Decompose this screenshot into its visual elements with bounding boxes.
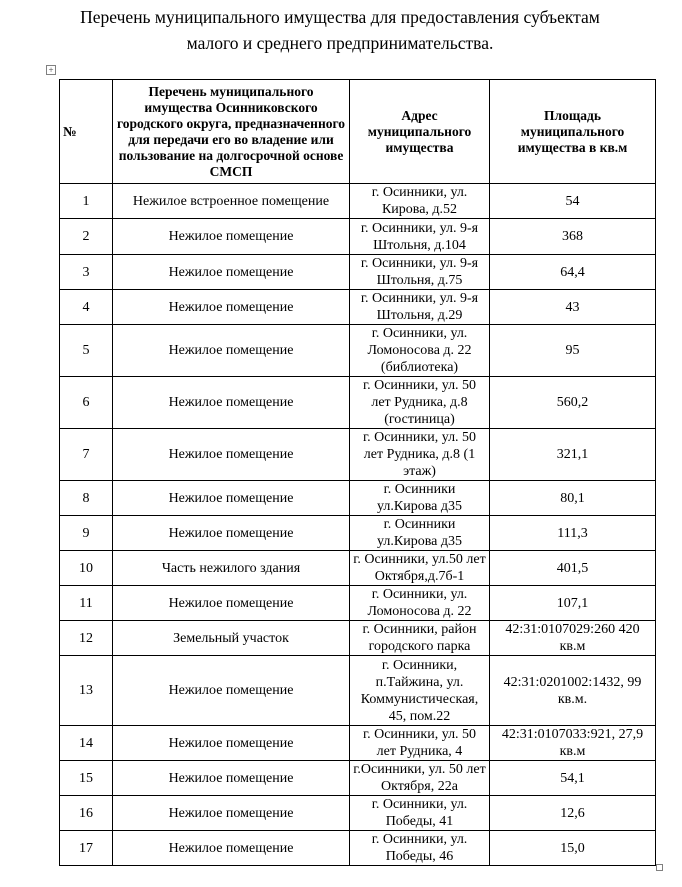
header-area: Площадь муниципального имущества в кв.м bbox=[490, 80, 656, 184]
cell-address: г. Осинники, ул. Победы, 46 bbox=[350, 831, 490, 866]
cell-area: 560,2 bbox=[490, 377, 656, 429]
cell-area: 15,0 bbox=[490, 831, 656, 866]
cell-number: 16 bbox=[60, 796, 113, 831]
cell-address: г. Осинники, п.Тайжина, ул. Коммунистическая, 45, пом.22 bbox=[350, 656, 490, 726]
table-row bbox=[60, 325, 656, 377]
cell-number: 9 bbox=[60, 516, 113, 551]
cell-property-name: Нежилое помещение bbox=[113, 481, 350, 516]
cell-number: 15 bbox=[60, 761, 113, 796]
cell-area: 54 bbox=[490, 184, 656, 219]
cell-number: 5 bbox=[60, 325, 113, 377]
cell-property-name: Нежилое помещение bbox=[113, 325, 350, 377]
cell-address: г. Осинники ул.Кирова д35 bbox=[350, 481, 490, 516]
cell-property-name: Нежилое помещение bbox=[113, 377, 350, 429]
cell-area: 368 bbox=[490, 219, 656, 255]
cell-address: г. Осинники, ул. 9-я Штольня, д.29 bbox=[350, 290, 490, 325]
table-row bbox=[60, 796, 656, 831]
header-address: Адрес муниципального имущества bbox=[350, 80, 490, 184]
cell-property-name: Нежилое встроенное помещение bbox=[113, 184, 350, 219]
cell-number: 8 bbox=[60, 481, 113, 516]
cell-number: 11 bbox=[60, 586, 113, 621]
cell-property-name: Нежилое помещение bbox=[113, 290, 350, 325]
table-row bbox=[60, 255, 656, 290]
cell-number: 4 bbox=[60, 290, 113, 325]
cell-address: г. Осинники, ул. 50 лет Рудника, 4 bbox=[350, 726, 490, 761]
table-row bbox=[60, 516, 656, 551]
table-row bbox=[60, 184, 656, 219]
cell-number: 12 bbox=[60, 621, 113, 656]
table-header-row bbox=[60, 80, 656, 184]
cell-address: г. Осинники, ул. 9-я Штольня, д.104 bbox=[350, 219, 490, 255]
cell-property-name: Земельный участок bbox=[113, 621, 350, 656]
cell-area: 107,1 bbox=[490, 586, 656, 621]
table-row bbox=[60, 761, 656, 796]
cell-number: 10 bbox=[60, 551, 113, 586]
cell-number: 6 bbox=[60, 377, 113, 429]
property-table bbox=[59, 79, 656, 866]
cell-area: 64,4 bbox=[490, 255, 656, 290]
table-row bbox=[60, 429, 656, 481]
table-row bbox=[60, 290, 656, 325]
table-resize-handle-icon[interactable] bbox=[656, 864, 663, 871]
cell-area: 111,3 bbox=[490, 516, 656, 551]
cell-property-name: Нежилое помещение bbox=[113, 429, 350, 481]
cell-address: г. Осинники, ул. 50 лет Рудника, д.8 (гостиница) bbox=[350, 377, 490, 429]
table-row bbox=[60, 831, 656, 866]
table-row bbox=[60, 656, 656, 726]
table-move-handle-icon[interactable]: + bbox=[46, 65, 56, 75]
cell-property-name: Нежилое помещение bbox=[113, 656, 350, 726]
header-property-list: Перечень муниципального имущества Осинниковского городского округа, предназначенного для передачи его во владение или пользование на долгосрочной основе СМСП bbox=[113, 80, 350, 184]
cell-area: 43 bbox=[490, 290, 656, 325]
cell-address: г. Осинники, ул. 50 лет Рудника, д.8 (1 этаж) bbox=[350, 429, 490, 481]
cell-area: 321,1 bbox=[490, 429, 656, 481]
cell-address: г. Осинники, ул. Ломоносова д. 22 (библиотека) bbox=[350, 325, 490, 377]
table-row bbox=[60, 551, 656, 586]
table-row bbox=[60, 621, 656, 656]
cell-address: г. Осинники ул.Кирова д35 bbox=[350, 516, 490, 551]
cell-area: 54,1 bbox=[490, 761, 656, 796]
cell-area: 12,6 bbox=[490, 796, 656, 831]
cell-area: 95 bbox=[490, 325, 656, 377]
cell-number: 7 bbox=[60, 429, 113, 481]
cell-property-name: Нежилое помещение bbox=[113, 586, 350, 621]
cell-address: г. Осинники, ул. Победы, 41 bbox=[350, 796, 490, 831]
cell-area: 401,5 bbox=[490, 551, 656, 586]
cell-address: г. Осинники, ул. 9-я Штольня, д.75 bbox=[350, 255, 490, 290]
table-row bbox=[60, 586, 656, 621]
cell-property-name: Нежилое помещение bbox=[113, 255, 350, 290]
cell-number: 14 bbox=[60, 726, 113, 761]
cell-property-name: Часть нежилого здания bbox=[113, 551, 350, 586]
cell-property-name: Нежилое помещение bbox=[113, 761, 350, 796]
document-title bbox=[40, 4, 640, 56]
table-row bbox=[60, 219, 656, 255]
cell-address: г. Осинники, ул.50 лет Октября,д.7б-1 bbox=[350, 551, 490, 586]
cell-property-name: Нежилое помещение bbox=[113, 219, 350, 255]
title-line-2: малого и среднего предпринимательства. bbox=[186, 33, 494, 53]
cell-number: 17 bbox=[60, 831, 113, 866]
cell-number: 3 bbox=[60, 255, 113, 290]
cell-property-name: Нежилое помещение bbox=[113, 516, 350, 551]
cell-area: 42:31:0201002:1432, 99 кв.м. bbox=[490, 656, 656, 726]
cell-address: г.Осинники, ул. 50 лет Октября, 22а bbox=[350, 761, 490, 796]
header-number: № bbox=[60, 80, 113, 184]
table-row bbox=[60, 377, 656, 429]
cell-property-name: Нежилое помещение bbox=[113, 831, 350, 866]
cell-address: г. Осинники, район городского парка bbox=[350, 621, 490, 656]
cell-area: 42:31:0107033:921, 27,9 кв.м bbox=[490, 726, 656, 761]
cell-property-name: Нежилое помещение bbox=[113, 726, 350, 761]
table-row bbox=[60, 726, 656, 761]
table-row bbox=[60, 481, 656, 516]
cell-number: 2 bbox=[60, 219, 113, 255]
cell-address: г. Осинники, ул. Кирова, д.52 bbox=[350, 184, 490, 219]
cell-number: 13 bbox=[60, 656, 113, 726]
cell-area: 42:31:0107029:260 420 кв.м bbox=[490, 621, 656, 656]
cell-area: 80,1 bbox=[490, 481, 656, 516]
cell-number: 1 bbox=[60, 184, 113, 219]
cell-property-name: Нежилое помещение bbox=[113, 796, 350, 831]
title-line-1: Перечень муниципального имущества для предоставления субъектам bbox=[80, 7, 600, 27]
cell-address: г. Осинники, ул. Ломоносова д. 22 bbox=[350, 586, 490, 621]
